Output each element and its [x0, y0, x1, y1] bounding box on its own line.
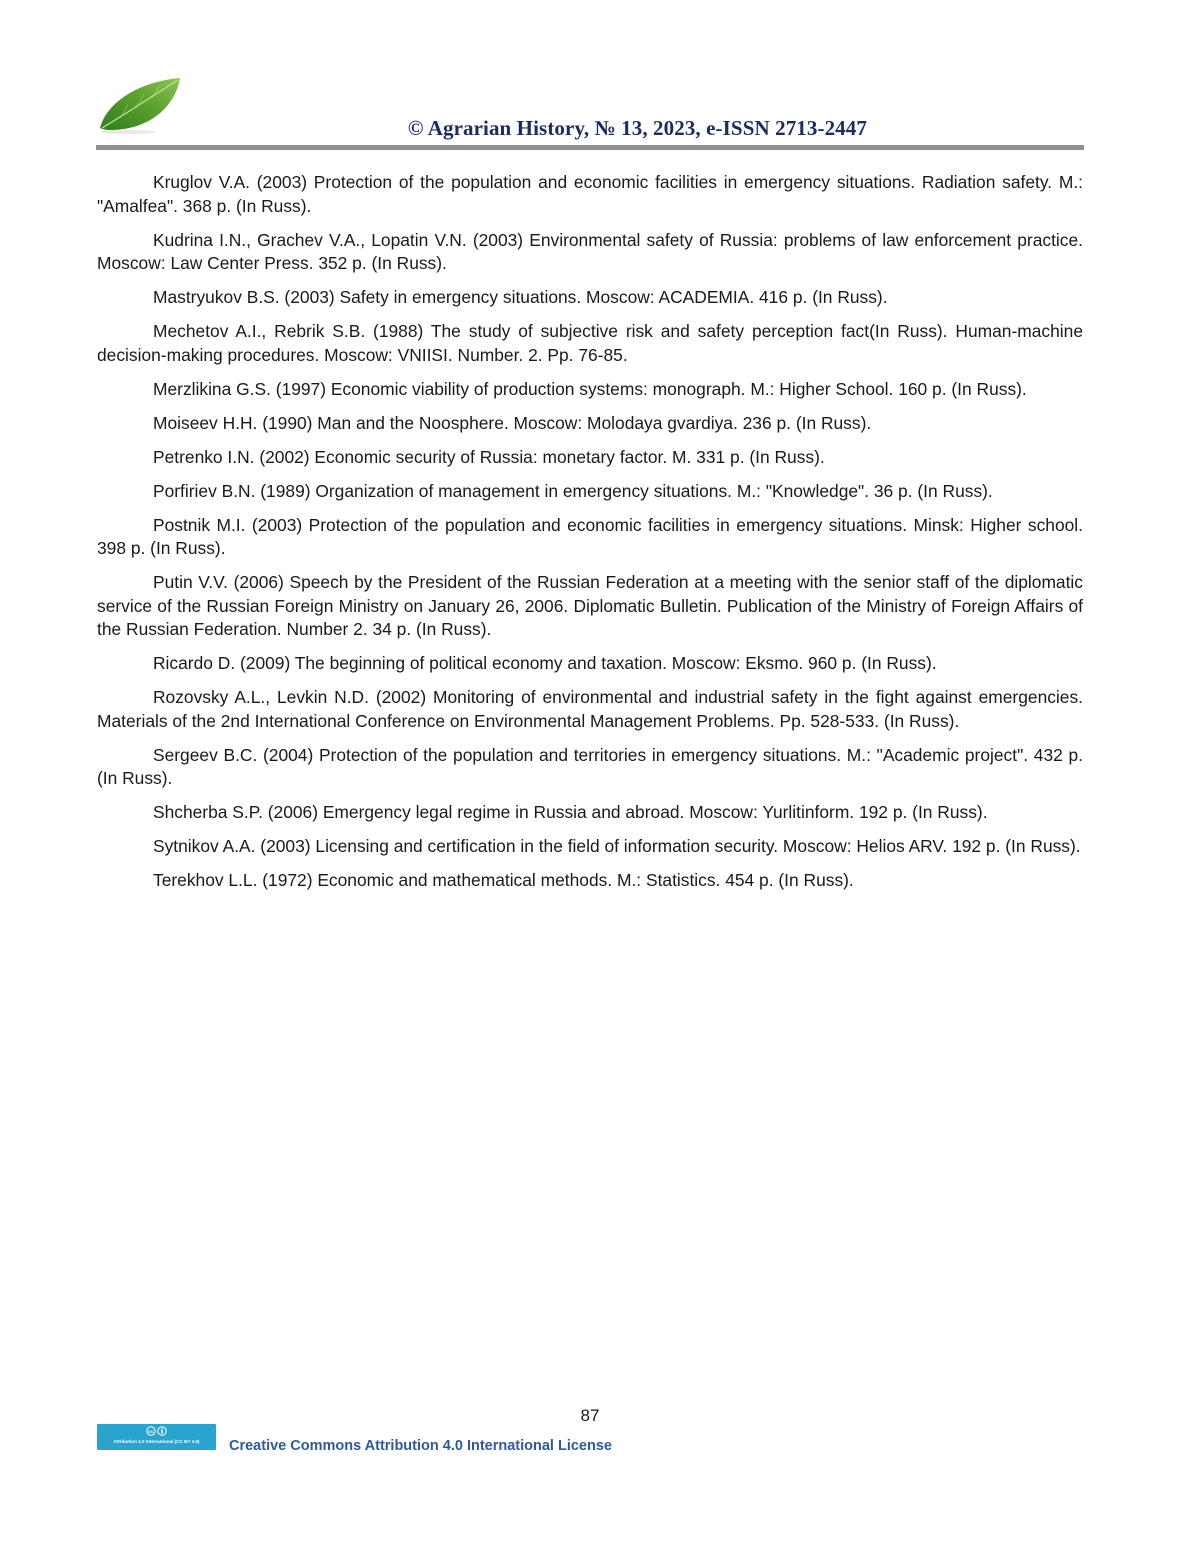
journal-header [96, 116, 1084, 141]
svg-text:cc: cc [148, 1429, 154, 1435]
reference-item: Moiseev H.H. (1990) Man and the Noosphere. Moscow: Molodaya gvardiya. 236 p. (In Russ). [153, 412, 872, 433]
reference-item: Mechetov A.I., Rebrik S.B. (1988) The study of subjective risk and safety perception fact(In Russ). Human-machine decision-making procedures. Moscow: VNIISI. Number. 2. Pp. 76-85. [97, 321, 1083, 365]
reference-item: Postnik M.I. (2003) Protection of the population and economic facilities in emergency situations. Minsk: Higher school. 398 p. (In Russ). [97, 514, 1083, 558]
reference-item: Mastryukov B.S. (2003) Safety in emergency situations. Moscow: ACADEMIA. 416 p. (In Russ). [153, 287, 888, 307]
cc-by-icon [146, 1426, 168, 1436]
reference-item: Sergeev B.C. (2004) Protection of the population and territories in emergency situations. M.: "Academic project". 432 p. (In Russ). [97, 744, 1083, 788]
reference-list [97, 171, 1083, 903]
header-rule [96, 145, 1084, 150]
reference-item: Shcherba S.P. (2006) Emergency legal regime in Russia and abroad. Moscow: Yurlitinform. 192 p. (In Russ). [153, 802, 988, 822]
reference-item: Rozovsky A.L., Levkin N.D. (2002) Monitoring of environmental and industrial safety in the fight against emergencies. Materials of the 2nd International Conference on Environmental Management Problems. Pp. 528-533. (In Russ). [97, 687, 1083, 731]
reference-item: Ricardo D. (2009) The beginning of political economy and taxation. Moscow: Eksmo. 960 p. (In Russ). [153, 653, 937, 673]
reference-item: Porfiriev B.N. (1989) Organization of management in emergency situations. M.: "Knowledge". 36 p. (In Russ). [153, 480, 993, 501]
journal-title: © Agrarian History, № 13, 2023, e-ISSN 2713-2447 [407, 116, 867, 140]
cc-license-badge[interactable] [97, 1424, 216, 1450]
reference-item: Kudrina I.N., Grachev V.A., Lopatin V.N. (2003) Environmental safety of Russia: problems of law enforcement practice. Moscow: Law Center Press. 352 p. (In Russ). [97, 229, 1083, 273]
reference-item: Putin V.V. (2006) Speech by the President of the Russian Federation at a meeting with the senior staff of the diplomatic service of the Russian Foreign Ministry on January 26, 2006. Diplomatic Bulletin. Publication of the Ministry of Foreign Affairs of the Russian Federation. Number 2. 34 p. (In Russ). [97, 572, 1083, 639]
cc-badge-text: Attribution 4.0 International (CC BY 4.0) [113, 1439, 200, 1444]
page-number: 87 [580, 1406, 600, 1425]
license-link[interactable]: Creative Commons Attribution 4.0 International License [229, 1438, 612, 1454]
reference-item: Sytnikov A.A. (2003) Licensing and certification in the field of information security. Moscow: Helios ARV. 192 p. (In Russ). [153, 836, 1081, 856]
reference-item: Merzlikina G.S. (1997) Economic viability of production systems: monograph. M.: Higher School. 160 p. (In Russ). [153, 378, 1027, 399]
reference-item: Kruglov V.A. (2003) Protection of the population and economic facilities in emergency situations. Radiation safety. M.: "Amalfea". 368 p. (In Russ). [97, 172, 1083, 216]
reference-item: Petrenko I.N. (2002) Economic security of Russia: monetary factor. M. 331 p. (In Russ). [153, 446, 825, 467]
reference-item: Terekhov L.L. (1972) Economic and mathematical methods. M.: Statistics. 454 p. (In Russ). [153, 870, 854, 890]
